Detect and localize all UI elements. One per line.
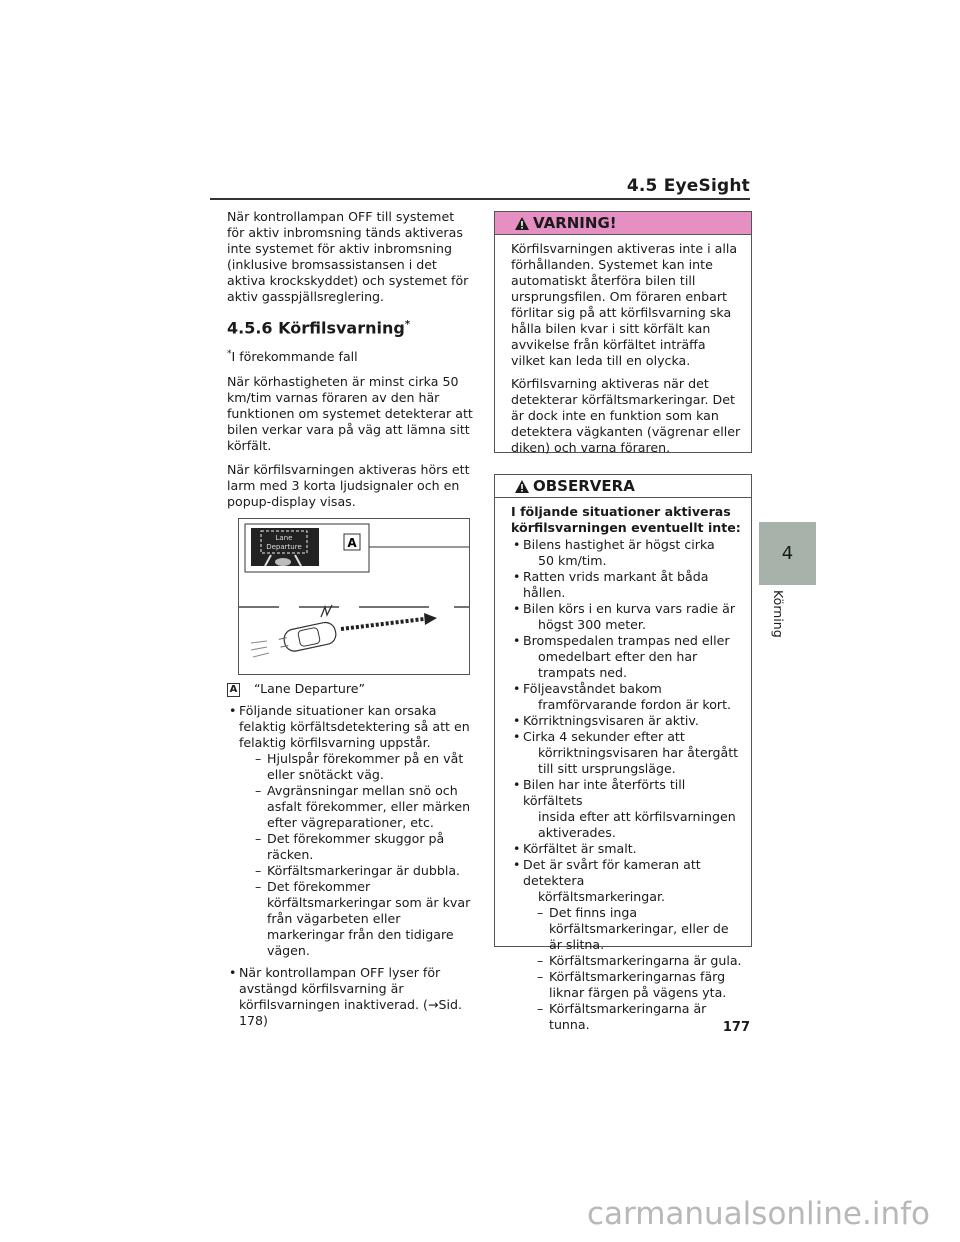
display-line-1: Lane (275, 533, 293, 542)
left-dash-list (239, 751, 475, 959)
chapter-tab (759, 522, 816, 585)
list-item (511, 729, 745, 777)
item-text: • Körfältet är smalt. (523, 841, 637, 856)
left-bullet-list (227, 703, 475, 1029)
list-item (511, 713, 745, 729)
warning-body (495, 235, 751, 456)
dash-item: – Körfältsmarkeringarna är gula. (537, 953, 745, 969)
dash-item: – Körfältsmarkeringarna är tunna. (537, 1001, 745, 1033)
direction-arrow-shaft (341, 619, 424, 629)
list-item (511, 537, 745, 569)
item-text: • Bilen har inte återförts till körfältets (523, 777, 686, 808)
item-text-cont: framförvarande fordon är kort. (538, 697, 732, 712)
header-divider (210, 198, 750, 200)
heading-asterisk: * (404, 319, 411, 330)
footnote-asterisk: * (227, 349, 232, 360)
page-number: 177 (722, 1020, 750, 1035)
item-text: • Ratten vrids markant åt båda hållen. (523, 569, 709, 600)
dash-item: – Hjulspår förekommer på en våt eller snötäckt väg. (255, 751, 475, 783)
car-top-view (277, 620, 337, 653)
dash-item: – Det förekommer körfältsmarkeringar som är kvar från vägarbeten eller markeringar från den tidigare vägen. (255, 879, 475, 959)
warning-paragraph-1: Körfilsvarningen aktiveras inte i alla förhållanden. Systemet kan inte automatiskt återföra bilen till ursprungsfilen. Om föraren enbart förlitar sig på att körfilsvarning ska hålla bilen kvar i sitt körfält kan avvikelse från körfältet inträffa vilket kan leda till en olycka. (511, 241, 738, 368)
list-item (511, 681, 745, 713)
item-text: • Bromspedalen trampas ned eller (523, 633, 730, 648)
list-item (511, 569, 745, 601)
bullet-text: När kontrollampan OFF lyser för avstängd körfilsvarning är körfilsvarningen inaktiverad. (→Sid. 178) (239, 964, 463, 1028)
left-column (227, 209, 475, 1035)
list-item (511, 633, 745, 681)
section-heading-text: 4.5.6 Körfilsvarning (227, 318, 405, 338)
dash-item: – Körfältsmarkeringarnas färg liknar färgen på vägens yta. (537, 969, 745, 1001)
observe-title: OBSERVERA (533, 477, 635, 495)
item-text-cont: körriktningsvisaren har återgått till sitt ursprungsläge. (538, 745, 739, 776)
item-text-cont: omedelbart efter den har trampats ned. (538, 649, 698, 680)
list-item (227, 703, 475, 959)
warning-box (494, 211, 752, 453)
callout-legend-text: “Lane Departure” (254, 680, 366, 696)
observe-header (495, 475, 751, 498)
callout-a-letter: A (347, 535, 357, 550)
observe-intro: I följande situationer aktiveras körfilsvarningen eventuellt inte: (511, 504, 741, 535)
observe-bullet-list (511, 537, 745, 1033)
dash-item: – Det finns inga körfältsmarkeringar, eller de är slitna. (537, 905, 745, 953)
list-item (511, 841, 745, 857)
paragraph-brake-off: När kontrollampan OFF till systemet för aktiv inbromsning tänds aktiveras inte systemet för aktiv inbromsning (inklusive bromsassistansen i det aktiva krockskyddet) och systemet för aktiv gasspjällsreglering. (227, 209, 469, 304)
item-text: • Följeavståndet bakom (523, 681, 662, 696)
dash-item: – Körfältsmarkeringar är dubbla. (255, 863, 475, 879)
warning-title: VARNING! (533, 214, 617, 232)
observe-dash-list (523, 905, 745, 1033)
footnote-text: I förekommande fall (231, 349, 358, 365)
dash-item: – Det förekommer skuggor på räcken. (255, 831, 475, 863)
illustration-drawing (239, 519, 469, 674)
list-item (511, 601, 745, 633)
paragraph-speed: När körhastigheten är minst cirka 50 km/tim varnas föraren av den här funktionen om systemet detekterar att bilen verkar vara på väg att lämna sitt körfält. (227, 373, 473, 453)
list-item (227, 965, 475, 1029)
item-text-cont: insida efter att körfilsvarningen aktiverades. (538, 809, 736, 840)
item-text: • Körriktningsvisaren är aktiv. (523, 713, 699, 728)
paragraph-alarm: När körfilsvarningen aktiveras hörs ett larm med 3 korta ljudsignaler och en popup-display visas. (227, 461, 470, 509)
item-text-cont: körfältsmarkeringar. (538, 889, 666, 904)
item-text: • Bilens hastighet är högst cirka (523, 537, 715, 552)
item-text: • Bilen körs i en kurva vars radie är (523, 601, 736, 616)
chapter-number: 4 (781, 543, 794, 564)
car-motion-lines (251, 641, 269, 657)
item-text: • Cirka 4 sekunder efter att (523, 729, 685, 744)
bullet-text: Följande situationer kan orsaka felaktig körfältsdetektering så att en felaktig körfilsvarning uppstår. (239, 702, 470, 750)
section-heading (227, 315, 475, 338)
callout-legend (227, 681, 475, 697)
warning-triangle-icon (515, 217, 529, 230)
chapter-label: Körning (771, 590, 786, 638)
dash-item: – Avgränsningar mellan snö och asfalt förekommer, eller märken efter vägreparationer, etc. (255, 783, 475, 831)
footnote (227, 346, 475, 365)
item-text-cont: högst 300 meter. (538, 617, 646, 632)
section-title: 4.5 EyeSight (626, 176, 750, 196)
item-text-cont: 50 km/tim. (538, 553, 607, 568)
display-line-2: Departure (266, 542, 302, 551)
lane-departure-illustration (238, 518, 470, 675)
display-car-icon (275, 558, 291, 566)
list-item (511, 777, 745, 841)
watermark: carmanualsonline.info (586, 1196, 930, 1232)
caution-triangle-icon (515, 480, 529, 493)
direction-arrow-head (424, 613, 437, 625)
observe-body (495, 498, 751, 1033)
item-text: • Det är svårt för kameran att detektera (523, 857, 701, 888)
warning-paragraph-2: Körfilsvarning aktiveras när det detekterar körfältsmarkeringar. Det är dock inte en funktion som kan detektera vägkanten (vägrenar eller diken) och varna föraren. (511, 376, 741, 455)
list-item (511, 857, 745, 1033)
warning-header (495, 212, 751, 235)
callout-legend-box: A (227, 683, 240, 697)
